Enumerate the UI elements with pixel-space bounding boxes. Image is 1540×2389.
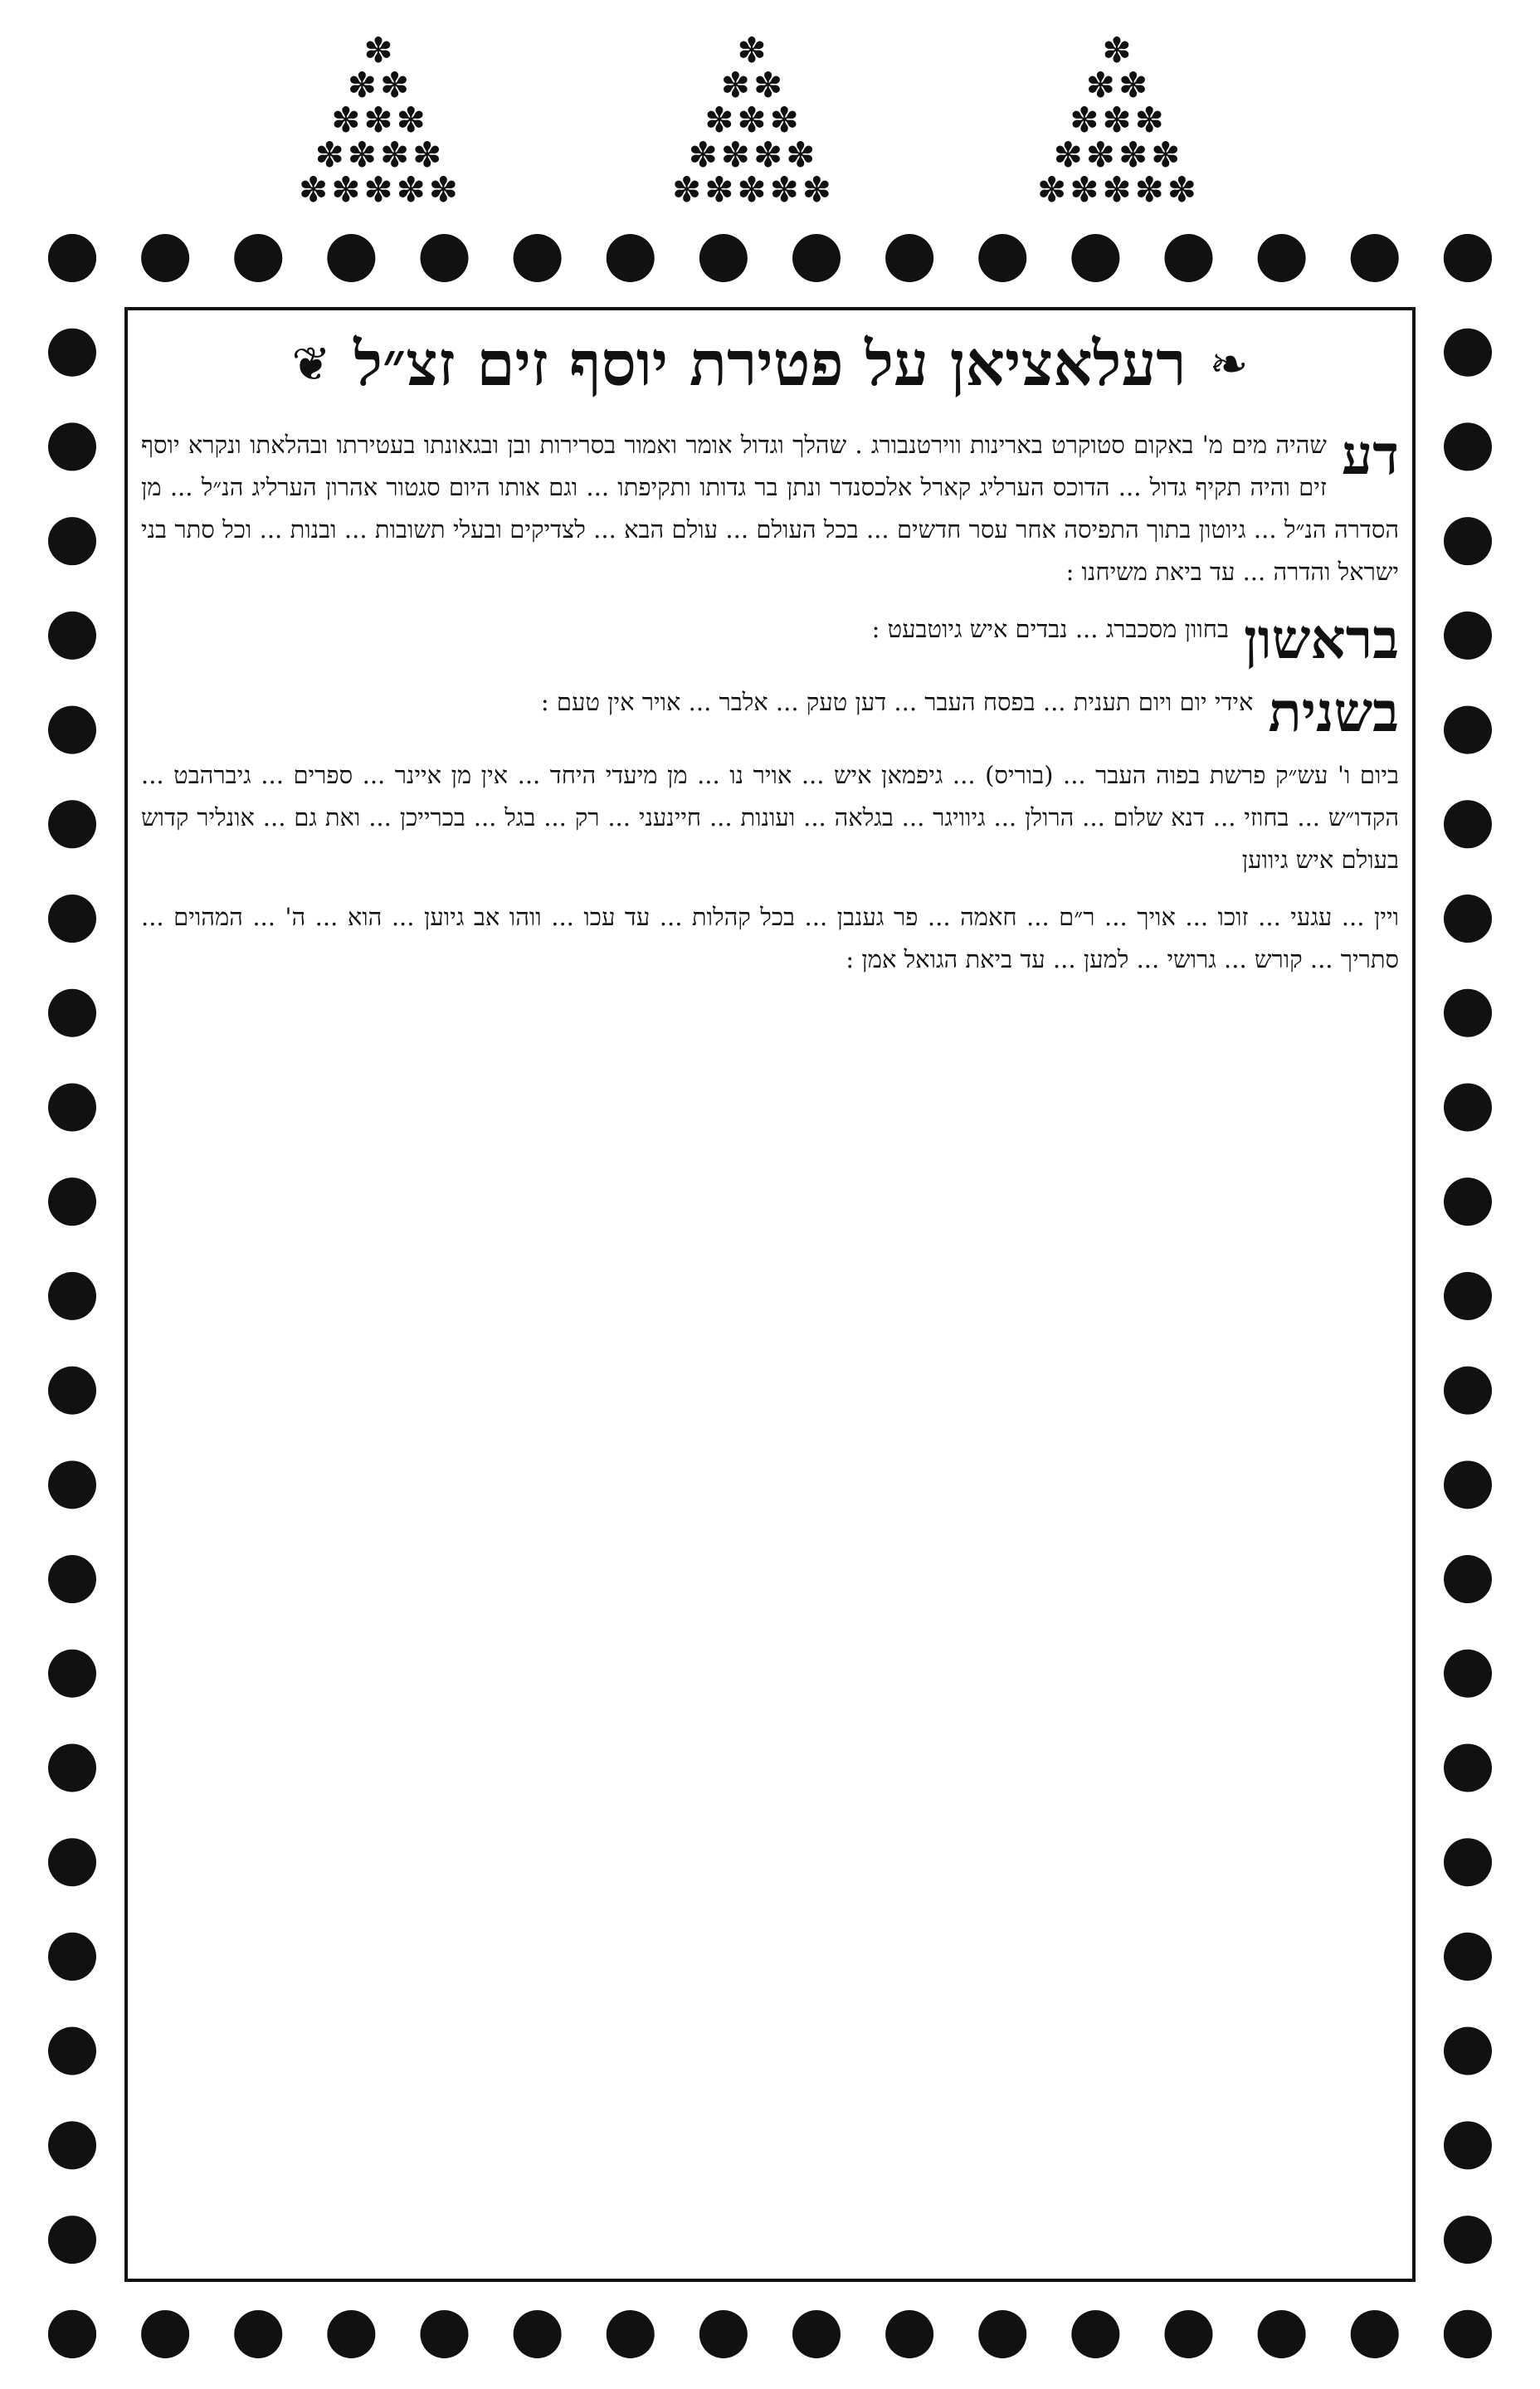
section-closing — [141, 896, 1399, 981]
section-text: ביום ו' עש״ק פרשת בפוה העבר ... (בוריס) ... גיפמאן איש ... אויר נו ... מן מיעדי היחד ... אין מן איינר ... ספרים ... גיברהבט ... הקדו״ש ... בחוזי ... דנא שלום ... הרולן ... גיוויגר ... בגלאה ... ועונות ... חיינעני ... רק ... בגל ... בכרייכן ... ואת גם ... אונליר קדוש בעולם איש גיווען — [141, 761, 1399, 874]
ornament-row: ✽✽✽ — [1070, 100, 1167, 140]
ornament-tree-center — [672, 30, 835, 210]
section-second — [141, 680, 1399, 744]
ornament-tree-left — [299, 30, 461, 210]
ornament-row: ✽✽ — [720, 65, 787, 105]
section-text: ויין ... עגעי ... זוכו ... אויך ... ר״ם ... חאמה ... פר גענבן ... בכל קהלות ... עד עכו ... ווהו אב גיוען ... הוא ... ה' ... המהוים ... סתריך ... קורש ... גרושי ... למען ... עד ביאת הגואל אמן : — [141, 903, 1399, 973]
ornament-row: ✽ — [1102, 30, 1135, 71]
ornament-row: ✽ — [737, 30, 770, 71]
ornament-row: ✽✽✽✽ — [688, 134, 819, 175]
ornament-row: ✽✽✽ — [331, 100, 429, 140]
section-text: שהיה מים מ' באקום סטוקרט בארינות ווירטנבורג . שהלך וגדול אומר ואמור בסרירות ובן ובגאונתו בעטירתו ובהלאתו ונקרא יוסף זים והיה תקיף גדול ... הדוכס הערליג קארל אלכסנדר ונתן בר גדותו ותקיפתו ... וגם אותו היום סגטור אהרון הערליג הנ״ל ... מן הסדרה הנ״ל ... גיוטון בתוך התפיסה אחר עסר חדשים ... בכל העולם ... עולם הבא ... לצדיקים ובעלי תשובות ... ובנות ... וכל סתר בני ישראל והדרה ... עד ביאת משיחנו : — [141, 431, 1399, 586]
ornament-row: ✽✽✽ — [704, 100, 802, 140]
section-intro — [141, 424, 1399, 593]
ornament-row: ✽✽✽✽ — [314, 134, 446, 175]
flourish-icon: ❧ — [1209, 338, 1249, 392]
ornament-row: ✽✽✽✽✽ — [299, 169, 461, 210]
section-lead-word: דע — [1341, 422, 1399, 487]
page-title: רעלאציאן על פטירת יוסף זים זצ״ל — [353, 329, 1187, 400]
ornament-row: ✽✽✽✽ — [1053, 134, 1184, 175]
ornament-row: ✽ — [363, 30, 397, 71]
ornament-row: ✽✽ — [347, 65, 413, 105]
ornament-row: ✽✽✽✽✽ — [672, 169, 835, 210]
ornament-row: ✽✽✽✽✽ — [1037, 169, 1200, 210]
section-first — [141, 607, 1399, 671]
title-row — [141, 329, 1399, 401]
section-third — [141, 754, 1399, 881]
section-text: אידי יום ויום תענית ... בפסח העבר ... דען טעק ... אלבר ... אויר אין טעם : — [540, 688, 1254, 716]
section-lead-word: בשנית — [1268, 680, 1399, 744]
ornament-tree-right — [1037, 30, 1200, 210]
section-lead-word: בראשון — [1243, 607, 1399, 671]
ornament-row: ✽✽ — [1085, 65, 1152, 105]
document-body — [141, 324, 1399, 2265]
flourish-icon: ❦ — [291, 338, 331, 392]
section-text: בחוון מסכברג ... נבדים איש גיוטבעט : — [871, 615, 1229, 643]
